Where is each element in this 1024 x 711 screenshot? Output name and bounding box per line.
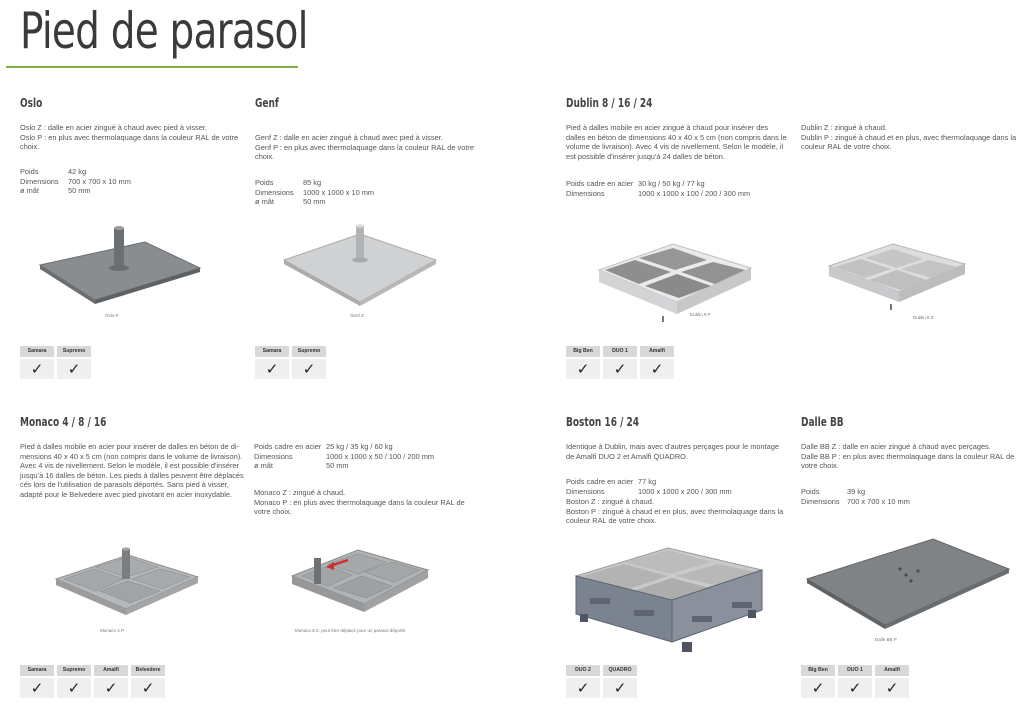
spec-key: Poids — [801, 487, 820, 496]
compat-label: Supremo — [57, 346, 91, 357]
compat-table — [255, 346, 326, 379]
compat-cell — [838, 665, 872, 698]
spec-value: 50 mm — [303, 197, 326, 207]
spec-value: 1000 x 1000 x 200 / 300 mm — [638, 486, 732, 496]
compat-cell — [20, 346, 54, 379]
spec-value: 1000 x 1000 x 100 / 200 / 300 mm — [638, 188, 751, 198]
spec-key: Dimensions — [20, 176, 59, 186]
product-name: Dalle BB — [801, 415, 844, 429]
checkmark-icon: ✓ — [566, 359, 600, 379]
spec-key: Poids cadre en acier — [566, 477, 634, 486]
checkmark-icon: ✓ — [131, 678, 165, 698]
compat-label: DUO 1 — [603, 346, 637, 357]
checkmark-icon: ✓ — [57, 678, 91, 698]
spec-value: 42 kg — [68, 167, 87, 176]
compat-cell — [94, 665, 128, 698]
spec-table — [20, 167, 131, 196]
compat-cell — [255, 346, 289, 379]
spec-key: Dimensions — [801, 496, 840, 506]
product-variants: Dublin Z : zingué à chaud. Dublin P : zingué à chaud et en plus, avec thermolaquage dans la couleur RAL de votre choix. — [801, 123, 1017, 152]
spec-value: 85 kg — [303, 178, 322, 187]
compat-table — [566, 665, 637, 698]
monaco-4-image — [52, 545, 202, 625]
product-boston — [566, 415, 663, 429]
checkmark-icon: ✓ — [292, 359, 326, 379]
spec-value: 39 kg — [847, 487, 866, 496]
checkmark-icon: ✓ — [20, 359, 54, 379]
checkmark-icon: ✓ — [255, 359, 289, 379]
boston-image — [572, 542, 767, 660]
spec-table — [566, 477, 732, 496]
checkmark-icon: ✓ — [566, 678, 600, 698]
spec-key: Dimensions — [254, 451, 293, 461]
compat-label: Supremo — [57, 665, 91, 676]
product-name: Genf — [255, 96, 279, 110]
product-oslo — [20, 96, 50, 110]
page-title: Pied de parasol — [20, 2, 308, 60]
checkmark-icon: ✓ — [20, 678, 54, 698]
product-description: Genf Z : dalle en acier zingué à chaud avec pied à visser. Genf P : en plus avec thermolaquage dans la couleur RAL de votre choix. — [255, 133, 474, 162]
product-name: Oslo — [20, 96, 43, 110]
compat-table — [801, 665, 909, 698]
compat-cell — [57, 665, 91, 698]
product-description: Pied à dalles mobile en acier pour insérer de dalles en béton de di- mensions 40 x 40 x 5 cm (non compris dans le volume de livraison). Avec 4 vis de nivellement. Selon le modèle, il est possible d'insérer jusqu'à 16 dalles de béton. Les pieds à dalles peuvent être déplacés cés lors de l'utilisation de parasols déportés. Sans pied à visser, adapté pour le Belvedere avec pied pivotant en acier inoxydable. — [20, 442, 244, 499]
compat-cell — [603, 346, 637, 379]
product-variants: Monaco Z : zingué à chaud. Monaco P : en plus avec thermolaquage dans la couleur RAL de votre choix. — [254, 488, 465, 517]
checkmark-icon: ✓ — [801, 678, 835, 698]
checkmark-icon: ✓ — [603, 678, 637, 698]
compat-label: Samara — [255, 346, 289, 357]
product-genf — [255, 96, 287, 110]
spec-key: ø mât — [20, 186, 39, 196]
spec-key: Poids — [20, 167, 39, 176]
spec-value: 700 x 700 x 10 mm — [847, 496, 910, 506]
compat-label: Amalfi — [640, 346, 674, 357]
compat-label: Amalfi — [875, 665, 909, 676]
product-name: Monaco 4 / 8 / 16 — [20, 415, 107, 429]
compat-table — [20, 346, 91, 379]
image-caption: Monaco 8 Z, peut être déplacé pour un parasol déporté — [295, 628, 406, 633]
product-name: Boston 16 / 24 — [566, 415, 640, 429]
checkmark-icon: ✓ — [875, 678, 909, 698]
spec-value: 1000 x 1000 x 50 / 100 / 200 mm — [326, 451, 435, 461]
spec-value: 77 kg — [638, 477, 657, 486]
image-caption: Dublin 8 P — [690, 312, 711, 317]
spec-table — [254, 442, 434, 471]
spec-key: Poids cadre en acier — [566, 179, 634, 188]
spec-value: 1000 x 1000 x 10 mm — [303, 187, 375, 197]
compat-label: Supremo — [292, 346, 326, 357]
spec-table — [801, 487, 910, 506]
dublin-p-image — [595, 238, 755, 326]
compat-cell — [292, 346, 326, 379]
checkmark-icon: ✓ — [640, 359, 674, 379]
compat-table — [566, 346, 674, 379]
dalle-bb-image — [803, 535, 1013, 635]
compat-label: DUO 1 — [838, 665, 872, 676]
compat-table — [20, 665, 165, 698]
spec-key: ø mât — [254, 461, 273, 471]
image-caption: Dalle BB P — [875, 637, 897, 642]
compat-label: Big Ben — [801, 665, 835, 676]
compat-cell — [57, 346, 91, 379]
checkmark-icon: ✓ — [94, 678, 128, 698]
spec-key: Dimensions — [566, 486, 605, 496]
spec-key: Dimensions — [566, 188, 605, 198]
title-underline — [6, 66, 298, 68]
compat-cell — [640, 346, 674, 379]
spec-key: Poids cadre en acier — [254, 442, 322, 451]
dublin-z-image — [825, 240, 970, 320]
spec-value: 25 kg / 35 kg / 60 kg — [326, 442, 393, 451]
product-description: Oslo Z : dalle en acier zingué à chaud avec pied à visser. Oslo P : en plus avec thermolaquage dans la couleur RAL de votre choix. — [20, 123, 239, 152]
compat-cell — [20, 665, 54, 698]
monaco-8-image — [288, 540, 433, 620]
product-description: Identique à Dublin, mais avec d'autres perçages pour le montage de Amalfi DUO 2 et Amalfi QUADRO. — [566, 442, 779, 461]
compat-label: Big Ben — [566, 346, 600, 357]
spec-value: 50 mm — [68, 186, 91, 196]
compat-label: Amalfi — [94, 665, 128, 676]
product-dalle-bb — [801, 415, 858, 429]
image-caption: Oslo P — [105, 313, 119, 318]
compat-label: Belvedere — [131, 665, 165, 676]
compat-cell — [801, 665, 835, 698]
oslo-base-image — [35, 220, 205, 310]
spec-table — [255, 178, 374, 207]
spec-value: 50 mm — [326, 461, 349, 471]
product-description: Dalle BB Z : dalle en acier zingué à chaud avec perçages. Dalle BB P : en plus avec thermolaquage dans la couleur RAL de votre choix. — [801, 442, 1015, 471]
checkmark-icon: ✓ — [603, 359, 637, 379]
compat-label: QUADRO — [603, 665, 637, 676]
product-variants: Boston Z : zingué à chaud. Boston P : zingué à chaud et en plus, avec thermolaquage dans la couleur RAL de votre choix. — [566, 497, 784, 526]
checkmark-icon: ✓ — [57, 359, 91, 379]
compat-cell — [603, 665, 637, 698]
compat-cell — [566, 665, 600, 698]
product-description: Pied à dalles mobile en acier zingué à chaud pour insérer des dalles en béton de dimensions 40 x 40 x 5 cm (non compris dans le volume de livraison). Avec 4 vis de nivellement. Selon le modèle, il est possible d'insérer jusqu'à 24 dalles de béton. — [566, 123, 787, 161]
compat-cell — [566, 346, 600, 379]
product-name: Dublin 8 / 16 / 24 — [566, 96, 653, 110]
checkmark-icon: ✓ — [838, 678, 872, 698]
image-caption: Genf Z — [350, 313, 364, 318]
spec-key: ø mât — [255, 197, 274, 207]
genf-base-image — [280, 222, 440, 310]
image-caption: Monaco 4 P — [100, 628, 125, 633]
image-caption: Dublin 8 Z — [913, 315, 934, 320]
compat-label: Samara — [20, 346, 54, 357]
compat-cell — [875, 665, 909, 698]
spec-key: Dimensions — [255, 187, 294, 197]
compat-label: DUO 2 — [566, 665, 600, 676]
product-monaco — [20, 415, 135, 429]
compat-cell — [131, 665, 165, 698]
spec-table — [566, 179, 750, 198]
spec-value: 30 kg / 50 kg / 77 kg — [638, 179, 705, 188]
compat-label: Samara — [20, 665, 54, 676]
spec-key: Poids — [255, 178, 274, 187]
spec-value: 700 x 700 x 10 mm — [68, 176, 131, 186]
product-dublin — [566, 96, 681, 110]
